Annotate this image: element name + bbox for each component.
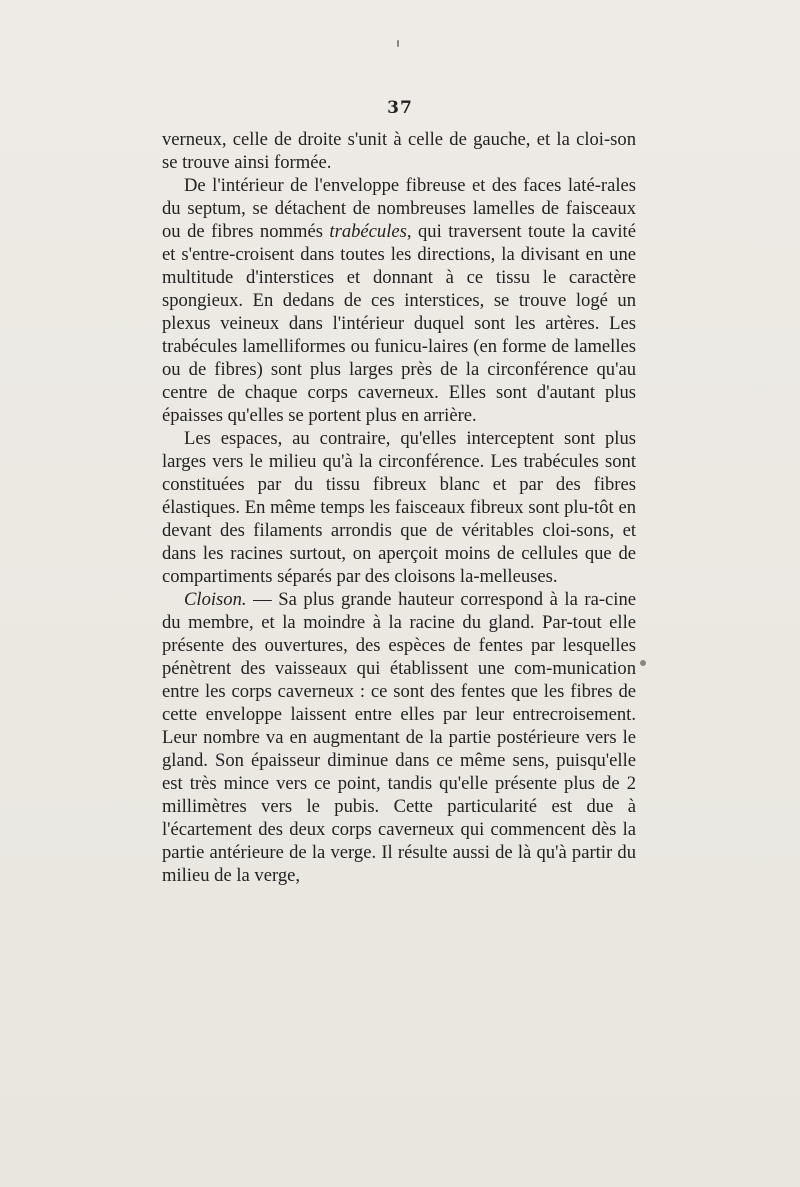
paragraph-4	[162, 588, 636, 887]
page-number: 37	[387, 98, 413, 118]
paper-speck-top	[397, 40, 399, 47]
term-trabecules: trabécules	[329, 221, 407, 242]
paragraph-3: Les espaces, au contraire, qu'elles interceptent sont plus larges vers le milieu qu'à la circonférence. Les trabécules sont constituées par du tissu fibreux blanc et par des fibres élastiques. En même temps les faisceaux fibreux sont plu-tôt en devant des filaments arrondis que de véritables cloi-sons, et dans les racines surtout, on aperçoit moins de cellules que de compartiments séparés par des cloisons la-melleuses.	[162, 428, 636, 587]
paragraph-2	[162, 174, 636, 427]
paper-speck-right	[640, 660, 646, 666]
section-heading-cloison: Cloison.	[184, 589, 247, 610]
paragraph-2-after: , qui traversent toute la cavité et s'entre-croisent dans toutes les directions, la divisant en une multitude d'interstices et donnant à ce tissu le caractère spongieux. En dedans de ces interstices, se trouve logé un plexus veineux dans l'intérieur duquel sont les artères. Les trabécules lamelliformes ou funicu-laires (en forme de lamelles ou de fibres) sont plus larges près de la circonférence qu'au centre de chaque corps caverneux. Elles sont d'autant plus épaisses qu'elles se portent plus en arrière.	[162, 221, 636, 426]
body-text	[162, 128, 636, 887]
paragraph-2-before: De l'intérieur de l'enveloppe fibreuse et des faces laté-rales du septum, se détachent de nombreuses lamelles de faisceaux ou de fibres nommés	[162, 175, 636, 242]
paragraph-4-text: — Sa plus grande hauteur correspond à la ra-cine du membre, et la moindre à la racine du gland. Par-tout elle présente des ouvertures, des espèces de fentes par lesquelles pénètrent des vaisseaux qui établissent une com-munication entre les corps caverneux : ce sont des fentes que les fibres de cette enveloppe laissent entre elles par leur entrecroisement. Leur nombre va en augmentant de la partie postérieure vers le gland. Son épaisseur diminue dans ce même sens, puisqu'elle est très mince vers ce point, tandis qu'elle présente plus de 2 millimètres vers le pubis. Cette particularité est due à l'écartement des deux corps caverneux qui commencent dès la partie antérieure de la verge. Il résulte aussi de là qu'à partir du milieu de la verge,	[162, 589, 636, 886]
paragraph-1: verneux, celle de droite s'unit à celle de gauche, et la cloi-son se trouve ainsi formée.	[162, 129, 636, 173]
